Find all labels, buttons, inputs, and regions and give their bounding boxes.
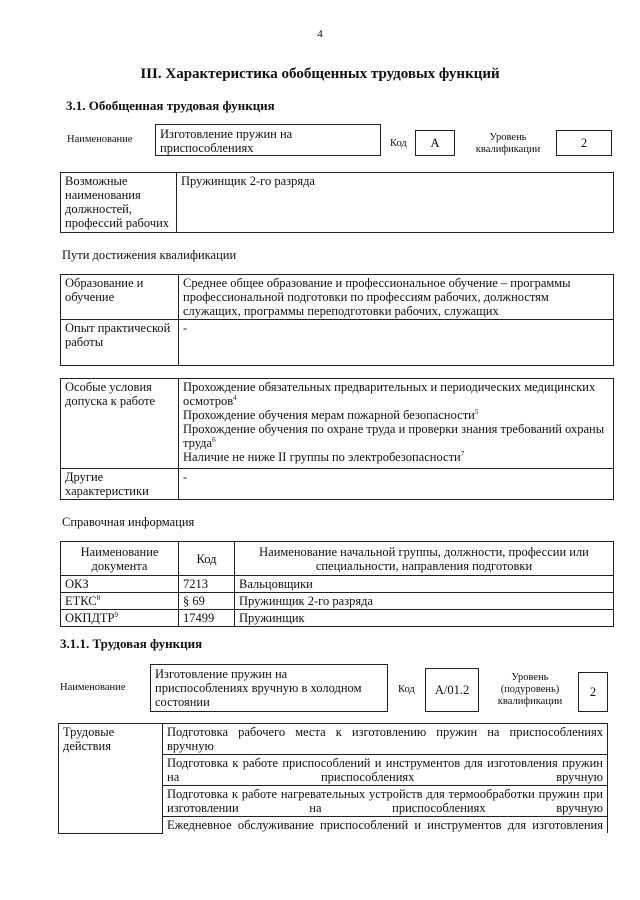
tf-name-label: Наименование — [60, 682, 126, 693]
special-conditions-label: Особые условия допуска к работе — [61, 379, 179, 469]
conditions-table — [60, 378, 614, 500]
gtf-heading: 3.1. Обобщенная трудовая функция — [66, 98, 275, 113]
positions-table — [60, 172, 614, 233]
gtf-code-label: Код — [390, 138, 407, 149]
condition-electrical: Наличие не ниже II группы по электробезопасности$^7$ — [183, 449, 465, 464]
ref-col-document: Наименование документа — [61, 542, 179, 576]
reference-table — [60, 541, 614, 627]
gtf-name-value: Изготовление пружин на приспособлениях — [155, 124, 381, 156]
gtf-code-value: A — [415, 130, 455, 156]
education-label: Образование и обучение — [61, 275, 179, 320]
tf-code-label: Код — [398, 684, 415, 695]
gtf-level-value: 2 — [556, 130, 612, 156]
positions-value: Пружинщик 2-го разряда — [177, 173, 614, 233]
experience-value: - — [179, 320, 614, 366]
experience-label: Опыт практической работы — [61, 320, 179, 366]
condition-fire-safety: Прохождение обучения мерам пожарной безопасности$^5$ — [183, 407, 479, 422]
tf-level-value: 2 — [578, 672, 608, 712]
actions-label: Трудовые действия — [59, 724, 163, 834]
condition-labor-safety: Прохождение обучения по охране труда и проверки знания требований охраны труда$^6$ — [183, 422, 605, 450]
qualification-table — [60, 274, 614, 366]
qualification-heading: Пути достижения квалификации — [62, 248, 237, 262]
table-row: ОКПДТР$^9$ 17499 Пружинщик — [61, 610, 614, 627]
list-item: Ежедневное обслуживание приспособлений и инструментов для изготовления — [163, 817, 608, 834]
tf-code-value: A/01.2 — [425, 668, 479, 712]
education-value: Среднее общее образование и профессиональное обучение – программы профессиональной подготовки по профессиям рабочих, должностям служащих, программы переподготовки рабочих, служащих — [179, 275, 614, 320]
actions-table — [58, 723, 608, 834]
other-characteristics-value: - — [179, 469, 614, 500]
section-title: III. Характеристика обобщенных трудовых функций — [140, 66, 500, 82]
tf-heading: 3.1.1. Трудовая функция — [60, 636, 203, 651]
list-item: Подготовка рабочего места к изготовлению пружин на приспособлениях вручную — [163, 724, 608, 755]
ref-col-code: Код — [179, 542, 235, 576]
list-item: Подготовка к работе приспособлений и инструментов для изготовления пружин на приспособлениях вручную — [163, 755, 608, 786]
table-row: ОКЗ 7213 Вальцовщики — [61, 576, 614, 593]
reference-heading: Справочная информация — [62, 515, 195, 529]
table-row: ЕТКС$^8$ § 69 Пружинщик 2-го разряда — [61, 593, 614, 610]
list-item: Подготовка к работе нагревательных устройств для термообработки пружин при изготовлении на приспособлениях вручную — [163, 786, 608, 817]
gtf-level-label: Уровень квалификации — [475, 132, 541, 155]
positions-label: Возможные наименования должностей, профессий рабочих — [61, 173, 177, 233]
tf-name-value: Изготовление пружин на приспособлениях вручную в холодном состоянии — [150, 664, 388, 712]
condition-medical: Прохождение обязательных предварительных и периодических медицинских осмотров$^4$ — [183, 380, 596, 408]
other-characteristics-label: Другие характеристики — [61, 469, 179, 500]
page-number: 4 — [317, 28, 323, 40]
ref-col-name: Наименование начальной группы, должности, профессии или специальности, направления подготовки — [235, 542, 614, 576]
gtf-name-label: Наименование — [67, 134, 133, 145]
tf-level-label: Уровень (подуровень) квалификации — [497, 672, 563, 707]
